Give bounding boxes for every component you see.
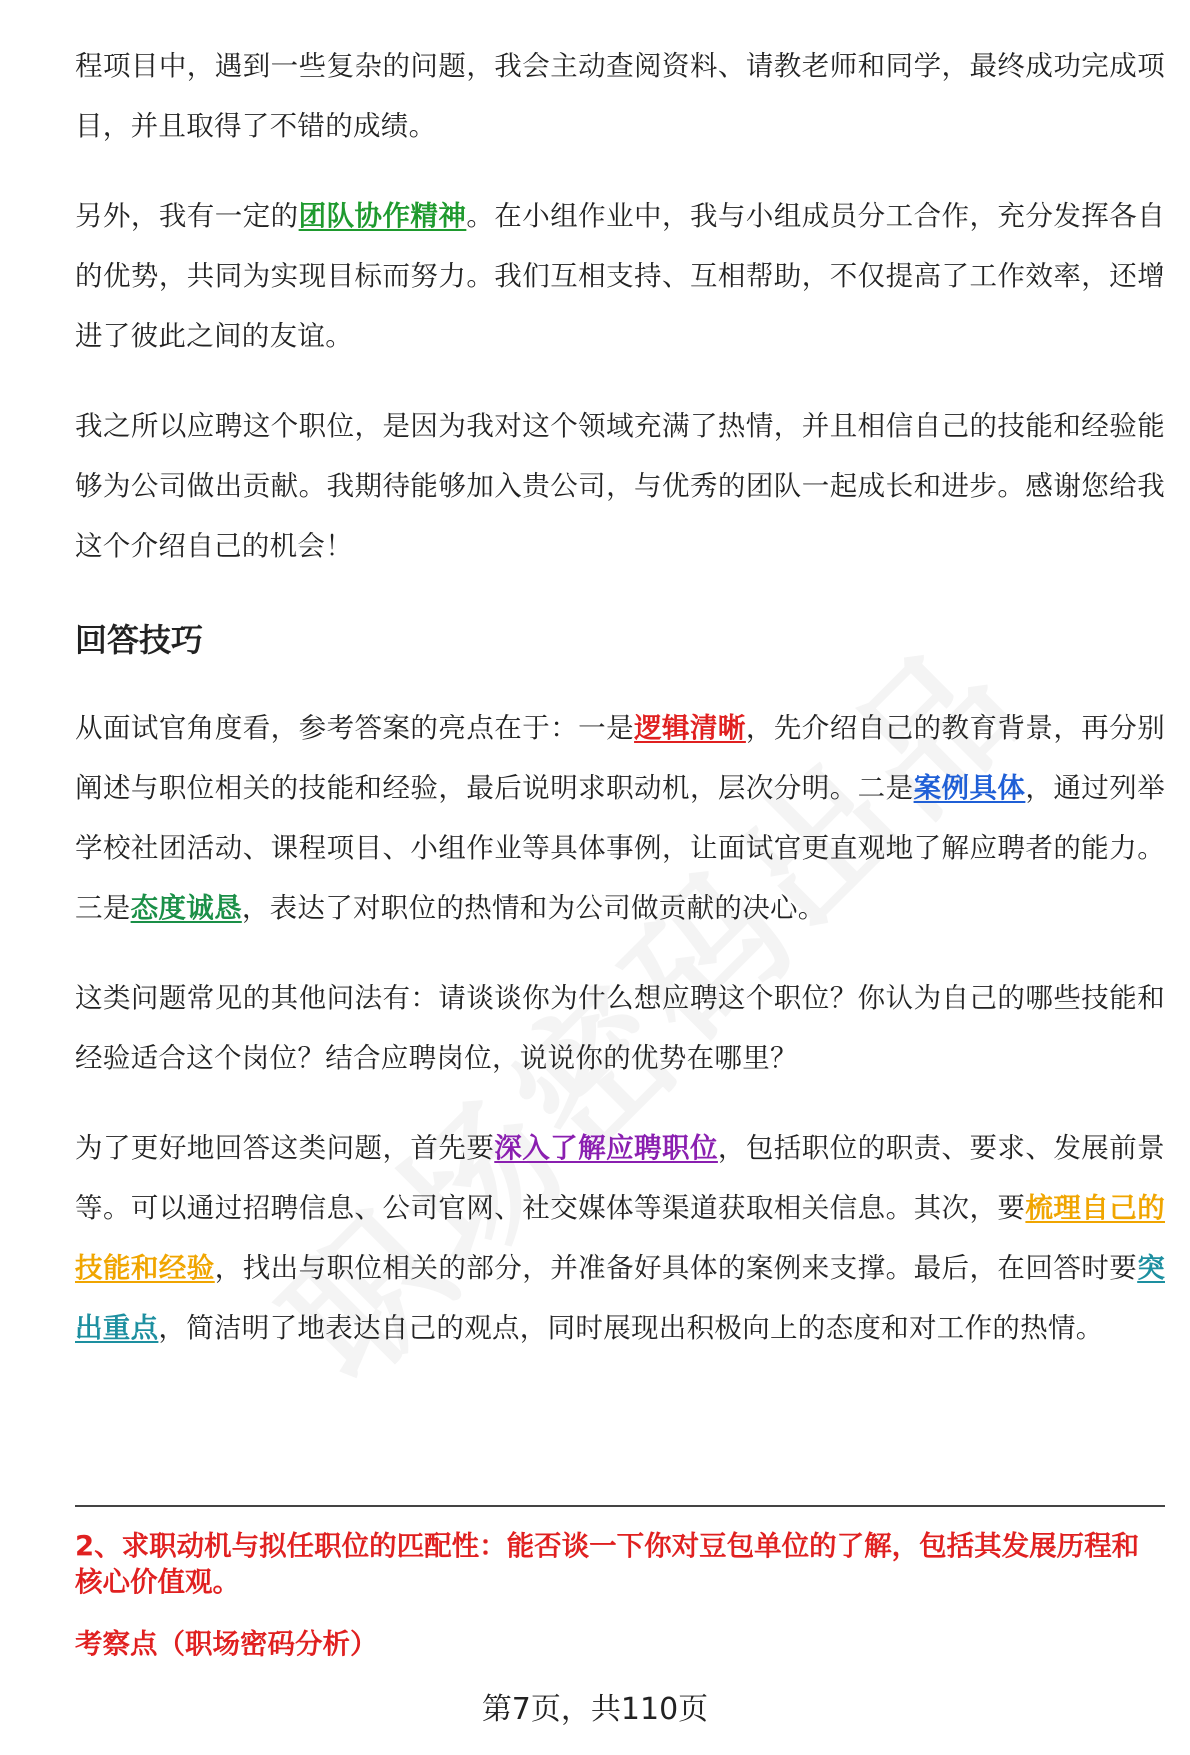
highlight-understand-role: 深入了解应聘职位 <box>494 1132 718 1164</box>
highlight-attitude: 态度诚恳 <box>130 892 242 924</box>
paragraph-variants <box>75 968 1165 1088</box>
document-body <box>75 36 1165 1388</box>
paragraph-text: ，找出与职位相关的部分，并准备好具体的案例来支撑。最后，在回答时要 <box>214 1252 1138 1284</box>
paragraph-text: 这类问题常见的其他问法有：请谈谈你为什么想应聘这个职位？你认为自己的哪些技能和经验适合这个岗位？结合应聘岗位，说说你的优势在哪里？ <box>75 982 1165 1074</box>
question-subheading: 考察点（职场密码分析） <box>75 1628 378 1660</box>
paragraph-text: ，简洁明了地表达自己的观点，同时展现出积极向上的态度和对工作的热情。 <box>158 1312 1104 1344</box>
paragraph-project <box>75 36 1165 156</box>
highlight-skills: 梳理自己的技能和经验 <box>75 1192 1166 1284</box>
paragraph-text: 另外，我有一定的 <box>75 200 299 232</box>
page-number: 第7页，共110页 <box>481 1692 709 1727</box>
paragraph-text: ，包括职位的职责、要求、发展前景等。可以通过招聘信息、公司官网、社交媒体等渠道获取相关信息。其次，要 <box>75 1132 1165 1224</box>
paragraph-teamwork <box>75 186 1165 366</box>
question-title: 2、求职动机与拟任职位的匹配性：能否谈一下你对豆包单位的了解，包括其发展历程和核心价值观。 <box>75 1530 1140 1598</box>
paragraph-motivation <box>75 396 1165 576</box>
paragraph-text: 程项目中，遇到一些复杂的问题，我会主动查阅资料、请教老师和同学，最终成功完成项目，并且取得了不错的成绩。 <box>75 50 1165 142</box>
paragraph-highlights <box>75 698 1165 938</box>
paragraph-text: ，先介绍自己的教育背景，再分别阐述与职位相关的技能和经验，最后说明求职动机，层次分明。二是 <box>75 712 1166 804</box>
section-divider <box>75 1505 1165 1507</box>
paragraph-text: 从面试官角度看，参考答案的亮点在于：一是 <box>75 712 635 744</box>
paragraph-advice <box>75 1118 1165 1358</box>
paragraph-text: ，表达了对职位的热情和为公司做贡献的决心。 <box>241 892 826 924</box>
highlight-logic: 逻辑清晰 <box>634 712 746 744</box>
highlight-focus: 突出重点 <box>75 1252 1165 1344</box>
paragraph-text: ，通过列举学校社团活动、课程项目、小组作业等具体事例，让面试官更直观地了解应聘者的能力。三是 <box>75 772 1166 924</box>
section-heading: 回答技巧 <box>75 621 204 659</box>
highlight-cases: 案例具体 <box>913 772 1026 804</box>
paragraph-text: 为了更好地回答这类问题，首先要 <box>75 1132 495 1164</box>
paragraph-text: 。在小组作业中，我与小组成员分工合作，充分发挥各自的优势，共同为实现目标而努力。我们互相支持、互相帮助，不仅提高了工作效率，还增进了彼此之间的友谊。 <box>75 200 1165 352</box>
paragraph-text: 我之所以应聘这个职位，是因为我对这个领域充满了热情，并且相信自己的技能和经验能够为公司做出贡献。我期待能够加入贵公司，与优秀的团队一起成长和进步。感谢您给我这个介绍自己的机会！ <box>75 410 1165 562</box>
highlight-teamwork: 团队协作精神 <box>298 200 467 232</box>
